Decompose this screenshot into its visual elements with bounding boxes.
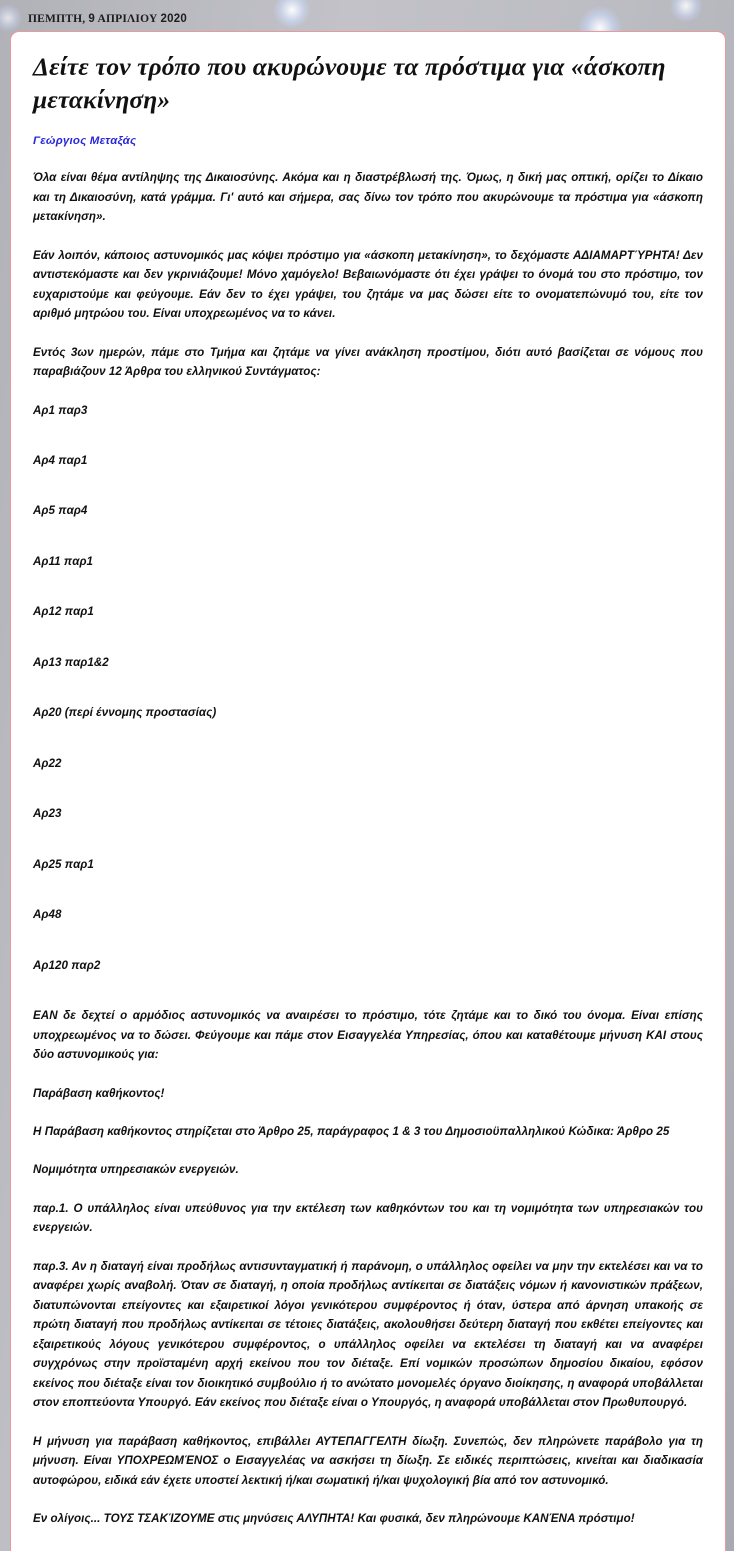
constitution-article-item: Αρ48: [33, 908, 62, 922]
paragraph-par3: παρ.3. Αν η διαταγή είναι προδήλως αντισυνταγματική ή παράνομη, ο υπάλληλος οφείλει να μην την εκτελέσει και να το αναφέρει χωρίς αναβολή. Όταν σε διαταγή, η οποία προδήλως αντίκειται σε διατάξεις νόμων ή κανονιστικών πράξεων, διατυπώνονται επείγοντες και εξαιρετικοί λόγοι γενικότερου συμφέροντος ή όταν, ύστερα από άρνηση υπακοής σε πρώτη διαταγή που προδήλως αντίκειται σε τέτοιες διατάξεις, ακολουθήσει δεύτερη διαταγή που εκθέτει επείγοντες και εξαιρετικούς λόγους γενικότερου συμφέροντος, ο υπάλληλος οφείλει να εκτελέσει τη διαταγή και να αναφέρει συγχρόνως στην προϊσταμένη αρχή εκείνου που τον διέταξε. Επί νομικών προσώπων δημοσίου δικαίου, εφόσον εκείνος που διέταξε είναι τον διοικητικό συμβούλιο ή το ανώτατο μονομελές όργανο διοίκησης, η αναφορά υποβάλλεται στον εποπτεύοντα Υπουργό. Εάν εκείνος που διέταξε είναι ο Υπουργός, η αναφορά υποβάλλεται στον Πρωθυπουργό.: [33, 1259, 703, 1410]
paragraph-ean: ΕΑΝ δε δεχτεί ο αρμόδιος αστυνομικός να αναιρέσει το πρόστιμο, τότε ζητάμε και το δικό του όνομα. Είναι επίσης υποχρεωμένος να το δώσει. Φεύγουμε και πάμε στον Εισαγγελέα Υπηρεσίας, όπου και καταθέτουμε μήνυση ΚΑΙ στους δύο αστυνομικούς για:: [33, 1009, 703, 1062]
constitution-article-item: Αρ25 παρ1: [33, 857, 94, 871]
date-weekday: ΠΕΜΠΤΗ,: [28, 13, 89, 25]
constitution-article-item: Αρ12 παρ1: [33, 605, 94, 619]
constitution-article-item: Αρ13 παρ1&2: [33, 655, 109, 669]
date-month: ΑΠΡΙΛΙΟΥ: [95, 13, 161, 25]
constitution-article-item: Αρ11 παρ1: [33, 554, 94, 568]
constitution-article-item: Αρ1 παρ3: [33, 403, 88, 417]
constitution-article-item: Αρ22: [33, 756, 62, 770]
paragraph-prosecution: Η μήνυση για παράβαση καθήκοντος, επιβάλλει ΑΥΤΕΠΑΓΓΕΛΤΗ δίωξη. Συνεπώς, δεν πληρώνετε παράβολο για τη μήνυση. Είναι ΥΠΟΧΡΕΩΜΈΝΟΣ ο Εισαγγελέας να ασκήσει τη δίωξη. Σε ειδικές περιπτώσεις, κινείται και διαδικασία αυτοφώρου, ειδικά εάν έχετε υποστεί λεκτική ή/και σωματική ή/και ψυχολογική βία από τον αστυνομικό.: [33, 1434, 703, 1487]
article-card: [10, 31, 726, 1551]
date-bar: [0, 0, 734, 31]
constitution-article-item: Αρ120 παρ2: [33, 958, 101, 972]
post-author[interactable]: Γεώργιος Μεταξάς: [33, 135, 137, 148]
paragraph-procedure: Εάν λοιπόν, κάποιος αστυνομικός μας κόψει πρόστιμο για «άσκοπη μετακίνηση», το δεχόμαστε ΑΔΙΑΜΑΡΤΎΡΗΤΑ! Δεν αντιστεκόμαστε και δεν γκρινιάζουμε! Μόνο χαμόγελο! Βεβαιωνόμαστε ότι έχει γράψει το όνομά του στο πρόστιμο, τον ευχαριστούμε και φεύγουμε. Εάν δεν το έχει γράψει, του ζητάμε να μας δώσει είτε το ονοματεπώνυμό του, είτε τον αριθμό μητρώου του. Είναι υποχρεωμένος να το κάνει.: [33, 248, 703, 321]
paragraph-violation: Παράβαση καθήκοντος!: [33, 1086, 165, 1100]
post-body: [33, 168, 703, 1528]
post-date: [28, 13, 187, 25]
paragraph-intro: Όλα είναι θέμα αντίληψης της Δικαιοσύνης. Ακόμα και η διαστρέβλωσή της. Όμως, η δική μας οπτική, ορίζει το Δίκαιο και τη Δικαιοσύνη, κατά γράμμα. Γι' αυτό και σήμερα, σας δίνω τον τρόπο που ακυρώνουμε τα πρόστιμα για «άσκοπη μετακίνηση».: [33, 171, 703, 224]
constitution-article-item: Αρ5 παρ4: [33, 504, 88, 518]
date-day: 9: [88, 13, 95, 25]
paragraph-three-days: Εντός 3ων ημερών, πάμε στο Τμήμα και ζητάμε να γίνει ανάκληση προστίμου, διότι αυτό βασίζεται σε νόμους που παραβιάζουν 12 Άρθρα του ελληνικού Συντάγματος:: [33, 345, 703, 379]
paragraph-par1: παρ.1. Ο υπάλληλος είναι υπεύθυνος για την εκτέλεση των καθηκόντων του και τη νομιμότητα των υπηρεσιακών του ενεργειών.: [33, 1201, 703, 1235]
constitution-article-item: Αρ20 (περί έννομης προστασίας): [33, 706, 217, 720]
constitution-article-item: Αρ23: [33, 807, 62, 821]
constitution-article-item: Αρ4 παρ1: [33, 453, 88, 467]
paragraph-basis: Η Παράβαση καθήκοντος στηρίζεται στο Άρθρο 25, παράγραφος 1 & 3 του Δημοσιοϋπαλληλικού Κώδικα: Άρθρο 25: [33, 1125, 670, 1138]
date-year: 2020: [160, 13, 187, 25]
paragraph-conclusion: Εν ολίγοις... ΤΟΥΣ ΤΣΑΚΊΖΟΥΜΕ στις μηνύσεις ΑΛΥΠΗΤΑ! Και φυσικά, δεν πληρώνουμε ΚΑΝΈΝΑ πρόστιμο!: [33, 1512, 635, 1526]
page-title: Δείτε τον τρόπο που ακυρώνουμε τα πρόστιμα για «άσκοπη μετακίνηση»: [33, 52, 666, 115]
paragraph-legality: Νομιμότητα υπηρεσιακών ενεργειών.: [33, 1163, 239, 1177]
